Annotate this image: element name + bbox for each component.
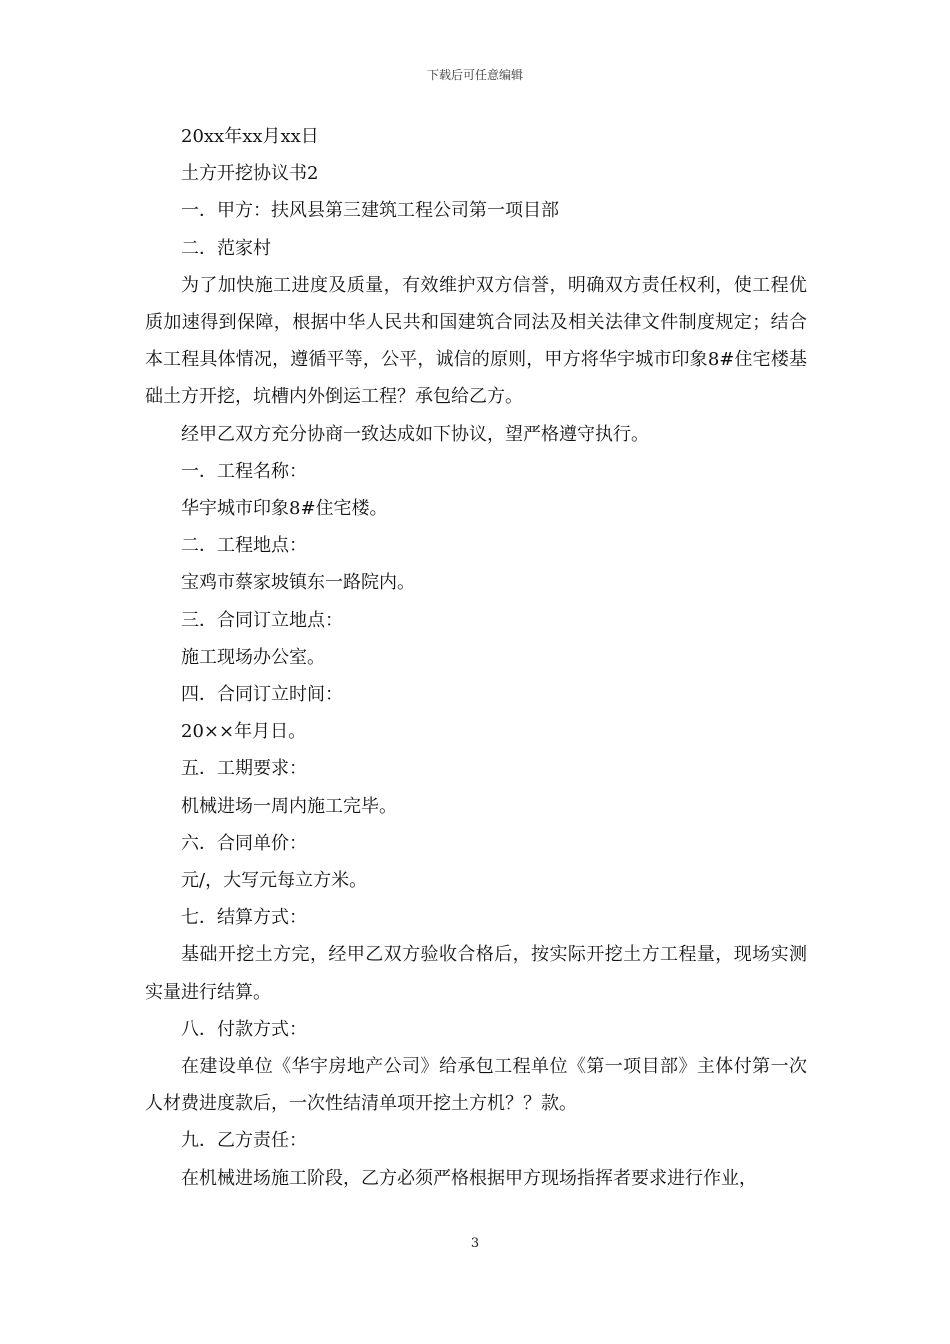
schedule-text: 机械进场一周内施工完毕。 bbox=[181, 795, 397, 817]
intro-paragraph: 为了加快施工进度及质量，有效维护双方信誉，明确双方责任权利，使工程优质加速得到保障，根据中华人民共和国建筑合同法及相关法律文件制度规定；结合本工程具体情况，遵循平等，公平，诚信的原则，甲方将华宇城市印象8#住宅楼基础土方开挖，坑槽内外倒运工程？承包给乙方。 bbox=[145, 274, 807, 408]
project-location: 宝鸡市蔡家坡镇东一路院内。 bbox=[181, 572, 415, 594]
signing-time: 20××年月日。 bbox=[181, 721, 307, 743]
section-heading-party-b-duty: 九．乙方责任： bbox=[181, 1130, 307, 1152]
party-a-line: 一．甲方：扶风县第三建筑工程公司第一项目部 bbox=[181, 200, 559, 222]
agreement-statement: 经甲乙双方充分协商一致达成如下协议，望严格遵守执行。 bbox=[181, 423, 649, 445]
section-heading-signing-time: 四．合同订立时间： bbox=[181, 684, 343, 706]
party-b-line: 二．范家村 bbox=[181, 237, 271, 259]
section-heading-schedule: 五．工期要求： bbox=[181, 758, 307, 780]
section-heading-settlement: 七．结算方式： bbox=[181, 907, 307, 929]
section-heading-signing-place: 三．合同订立地点： bbox=[181, 609, 343, 631]
document-title: 土方开挖协议书2 bbox=[181, 163, 319, 185]
project-name: 华宇城市印象8#住宅楼。 bbox=[181, 498, 388, 520]
section-heading-unit-price: 六．合同单价： bbox=[181, 832, 307, 854]
page-number: 3 bbox=[470, 1236, 480, 1251]
document-body bbox=[145, 118, 807, 1197]
section-heading-payment: 八．付款方式： bbox=[181, 1018, 307, 1040]
section-heading-project-location: 二．工程地点： bbox=[181, 535, 307, 557]
section-heading-project-name: 一．工程名称： bbox=[181, 460, 307, 482]
signing-place: 施工现场办公室。 bbox=[181, 646, 325, 668]
unit-price-text: 元/，大写元每立方米。 bbox=[181, 870, 368, 892]
payment-text: 在建设单位《华宇房地产公司》给承包工程单位《第一项目部》主体付第一次人材费进度款后，一次性结清单项开挖土方机？？款。 bbox=[145, 1056, 807, 1115]
party-b-duty-text: 在机械进场施工阶段，乙方必须严格根据甲方现场指挥者要求进行作业， bbox=[181, 1167, 757, 1189]
date-line: 20xx年xx月xx日 bbox=[181, 126, 319, 147]
page-header-note: 下载后可任意编辑 bbox=[426, 68, 523, 82]
settlement-text: 基础开挖土方完，经甲乙双方验收合格后，按实际开挖土方工程量，现场实测实量进行结算。 bbox=[145, 944, 807, 1003]
